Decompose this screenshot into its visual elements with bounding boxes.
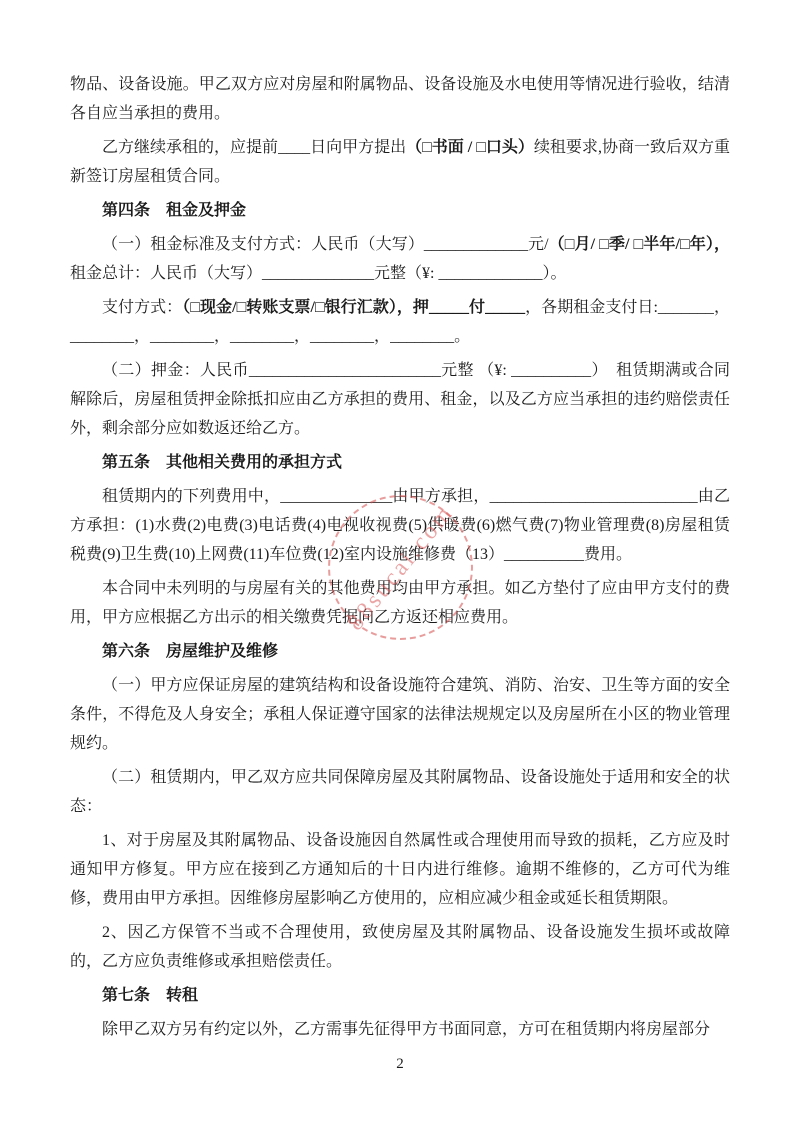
page-number: 2 [396,1056,404,1072]
blank-field: __________ [504,546,585,563]
paragraph [70,356,730,443]
text-run: （□现金/□转账支票/□银行汇款），押 [182,299,429,316]
text-run: ， [713,299,730,316]
text-run: ， [214,328,231,345]
text-run: 第六条 房屋维护及维修 [102,643,279,660]
blank-field: _______ [657,299,714,316]
text-run: ， [374,328,391,345]
text-run: （二）租赁期内，甲乙双方应共同保障房屋及其附属物品、设备设施处于适用和安全的状态： [70,769,730,815]
text-run: 租金总计：人民币（大写） [70,265,263,282]
blank-field: ________________________ [248,362,441,379]
text-run: 续租要求,协商一致后双方重新签订房屋租赁合同。 [70,139,730,185]
text-run: ，各期租金支付日: [525,299,658,316]
paragraph [70,826,730,913]
text-run: ， [294,328,311,345]
paragraph [70,918,730,976]
text-run: 日向甲方提出 [310,139,407,156]
text-run: 第四条 租金及押金 [102,202,247,219]
blank-field: _____ [485,299,526,316]
paragraph [70,1015,730,1044]
text-run: 乙方继续承租的，应提前 [102,139,279,156]
blank-field: ______________ [262,265,375,282]
document-body [70,70,730,1044]
text-run: ）。 [542,265,567,282]
text-run: （□书面 / □口头） [406,139,534,156]
text-run: 本合同中未列明的与房屋有关的其他费用均由甲方承担。如乙方垫付了应由甲方支付的费用，甲方应根据乙方出示的相关缴费凭据向乙方返还相应费用。 [70,580,730,626]
text-run: 2、因乙方保管不当或不合理使用，致使房屋及其附属物品、设备设施发生损坏或故障的，乙方应负责维修或承担赔偿责任。 [70,924,730,970]
blank-field: __________ [511,362,592,379]
text-run: 付 [468,299,486,316]
blank-field: ____ [278,139,311,156]
paragraph [70,293,730,351]
text-run: 。 [454,328,471,345]
blank-field: ________ [390,328,455,345]
blank-field: _____________ [438,265,543,282]
blank-field: ________ [150,328,215,345]
text-run: 第五条 其他相关费用的承担方式 [102,454,343,471]
watermark-text: 88sucai.com [341,499,459,636]
section-heading [70,637,730,666]
text-run: 支付方式： [102,299,183,316]
paragraph [70,133,730,191]
blank-field: ______________ [280,488,393,505]
text-run: ， [134,328,151,345]
blank-field: __________________________ [489,488,698,505]
text-run: 元整（¥: [374,265,439,282]
text-run: 元整 （¥: [440,362,512,379]
text-run: ） 租赁期满或合同解除后，房屋租赁押金除抵扣应由乙方承担的费用、租金，以及乙方应当承担的违约赔偿责任外，剩余部分应如数返还给乙方。 [70,362,730,437]
text-run: 第七条 转租 [102,987,199,1004]
text-run: 除甲乙双方另有约定以外，乙方需事先征得甲方书面同意，方可在租赁期内将房屋部分 [102,1021,711,1038]
text-run: 元/ [527,236,549,253]
text-run: 1、对于房屋及其附属物品、设备设施因自然属性或合理使用而导致的损耗，乙方应及时通知甲方修复。甲方应在接到乙方通知后的十日内进行维修。逾期不维修的，乙方可代为维修，费用由甲方承担。因维修房屋影响乙方使用的，应相应减少租金或延长租赁期限。 [70,832,730,907]
blank-field: ________ [70,328,134,345]
text-run: （□月/ □季/ □半年/□年）， [548,236,730,253]
text-run: 费用。 [584,546,633,563]
blank-field: ________ [230,328,295,345]
section-heading [70,196,730,225]
section-heading [70,448,730,477]
paragraph [70,763,730,821]
paragraph [70,70,730,128]
text-run: 租赁期内的下列费用中， [102,488,281,505]
paragraph [70,671,730,758]
text-run: 物品、设备设施。甲乙双方应对房屋和附属物品、设备设施及水电使用等情况进行验收，结清各自应当承担的费用。 [70,76,730,122]
paragraph [70,230,730,288]
blank-field: _____________ [423,236,528,253]
paragraph [70,574,730,632]
text-run: 由甲方承担， [392,488,490,505]
blank-field: _____ [428,299,469,316]
paragraph [70,482,730,569]
text-run: （一）租金标准及支付方式：人民币（大写） [102,236,424,253]
blank-field: ________ [310,328,375,345]
section-heading [70,981,730,1010]
text-run: （二）押金：人民币 [102,362,249,379]
text-run: （一）甲方应保证房屋的建筑结构和设备设施符合建筑、消防、治安、卫生等方面的安全条件，不得危及人身安全；承租人保证遵守国家的法律法规规定以及房屋所在小区的物业管理规约。 [70,677,730,752]
text-run: 由乙方承担：(1)水费(2)电费(3)电话费(4)电视收视费(5)供暖费(6)燃气费(7)物业管理费(8)房屋租赁税费(9)卫生费(10)上网费(11)车位费(12)室内设施维修费（13） [70,488,730,563]
